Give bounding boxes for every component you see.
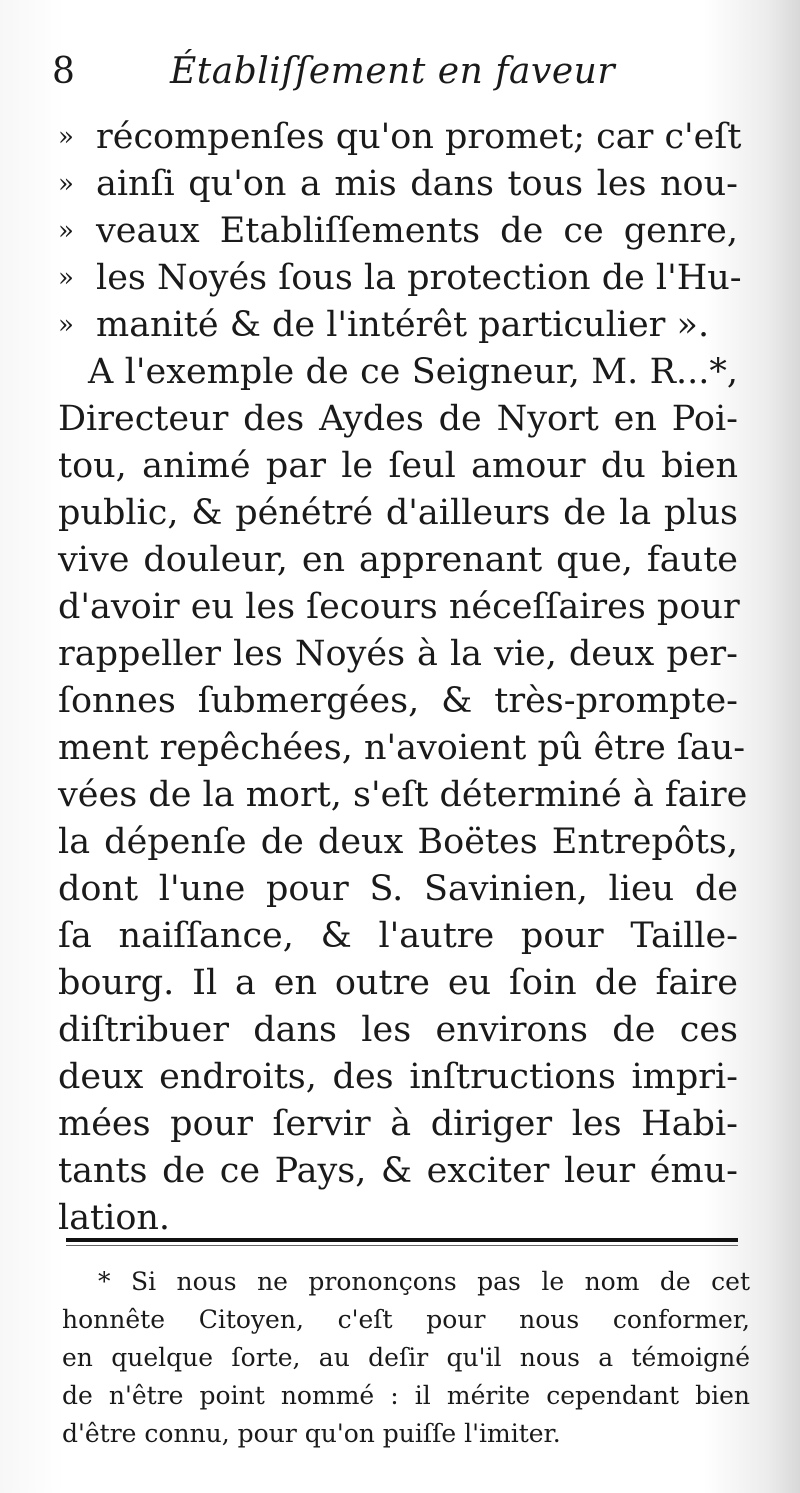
text-line [58, 302, 738, 349]
text-line [58, 866, 738, 913]
text-line [58, 1195, 738, 1242]
line-text: les Noyés ſous la protection de l'Hu- [96, 258, 742, 298]
line-text: ſa naiſſance, & l'autre pour Taille- [58, 916, 738, 956]
footnote-divider [66, 1238, 738, 1242]
footnote-text: d'être connu, pour qu'on puiſſe l'imiter. [62, 1419, 561, 1448]
text-line [58, 1148, 738, 1195]
text-line [58, 913, 738, 960]
footnote-text: * Si nous ne prononçons pas le nom de cet [98, 1267, 750, 1296]
text-line [58, 960, 738, 1007]
running-head [52, 42, 772, 102]
footnote-line [62, 1415, 750, 1453]
line-text: récompenſes qu'on promet; car c'eſt [96, 117, 742, 157]
text-line [58, 678, 738, 725]
line-text: public, & pénétré d'ailleurs de la plus [58, 493, 738, 533]
text-line [58, 1101, 738, 1148]
line-text: Directeur des Aydes de Nyort en Poi- [58, 399, 738, 439]
footnote-line [62, 1263, 750, 1301]
running-title: Établiſſement en faveur [170, 51, 616, 92]
footnote-line [62, 1339, 750, 1377]
text-line [58, 349, 738, 396]
line-text: ainſi qu'on a mis dans tous les nou- [96, 164, 738, 204]
quotation-mark: » [58, 263, 74, 293]
footnote-line [62, 1377, 750, 1415]
text-line [58, 537, 738, 584]
line-text: A l'exemple de ce Seigneur, M. R...*, [88, 352, 738, 392]
footnote [62, 1263, 750, 1453]
page-number: 8 [52, 51, 75, 92]
line-text: la dépenſe de deux Boëtes Entrepôts, [58, 822, 738, 862]
text-line [58, 396, 738, 443]
main-text [58, 114, 748, 1242]
text-line [58, 443, 738, 490]
footnote-line [62, 1301, 750, 1339]
line-text: ſonnes ſubmergées, & très-prompte- [58, 681, 738, 721]
text-line [58, 584, 738, 631]
line-text: manité & de l'intérêt particulier ». [96, 305, 710, 345]
text-line [58, 631, 738, 678]
line-text: rappeller les Noyés à la vie, deux per- [58, 634, 738, 674]
line-text: dont l'une pour S. Savinien, lieu de [58, 869, 738, 909]
footnote-text: de n'être point nommé : il mérite cependant bien [62, 1381, 750, 1410]
line-text: vées de la mort, s'eſt déterminé à faire [58, 775, 748, 815]
quotation-mark: » [58, 169, 74, 199]
line-text: d'avoir eu les ſecours néceſſaires pour [58, 587, 740, 627]
line-text: bourg. Il a en outre eu ſoin de faire [58, 963, 738, 1003]
text-line [58, 725, 746, 772]
line-text: tants de ce Pays, & exciter leur ému- [58, 1151, 738, 1191]
text-line [58, 772, 748, 819]
text-line [58, 490, 738, 537]
line-text: diſtribuer dans les environs de ces [58, 1010, 738, 1050]
text-line [58, 161, 738, 208]
quotation-mark: » [58, 216, 74, 246]
text-line [58, 255, 742, 302]
line-text: tou, animé par le ſeul amour du bien [58, 446, 738, 486]
text-line [58, 208, 738, 255]
quotation-mark: » [58, 122, 74, 152]
text-line [58, 1007, 738, 1054]
line-text: veaux Etabliſſements de ce genre, [96, 211, 738, 251]
line-text: ment repêchées, n'avoient pû être ſau- [58, 728, 746, 768]
text-line [58, 114, 742, 161]
line-text: vive douleur, en apprenant que, faute [58, 540, 738, 580]
footnote-text: honnête Citoyen, c'eſt pour nous conformer, [62, 1305, 750, 1334]
text-line [58, 819, 738, 866]
line-text: deux endroits, des inſtructions impri- [58, 1057, 738, 1097]
footnote-text: en quelque ſorte, au deſir qu'il nous a témoigné [62, 1343, 750, 1372]
line-text: mées pour ſervir à diriger les Habi- [58, 1104, 738, 1144]
text-line [58, 1054, 738, 1101]
quotation-mark: » [58, 310, 74, 340]
line-text: lation. [58, 1198, 171, 1238]
